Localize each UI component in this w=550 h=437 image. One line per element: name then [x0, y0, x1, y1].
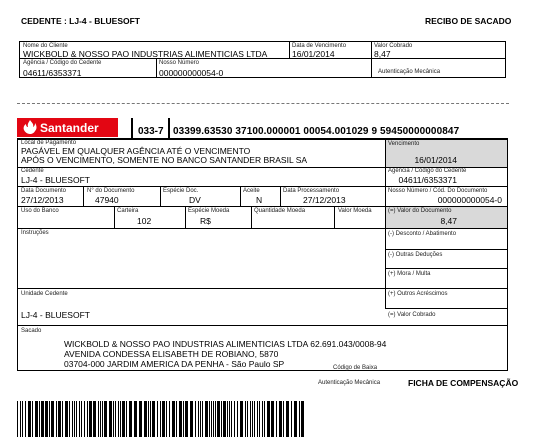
barcode-bar: [205, 401, 208, 437]
barcode-bar: [185, 401, 188, 437]
receipt-title: RECIBO DE SACADO: [425, 16, 512, 26]
barcode-bar: [109, 401, 112, 437]
barcode-bar: [257, 401, 258, 437]
barcode-bar: [35, 401, 38, 437]
barcode-bar: [98, 401, 99, 437]
wallet: 102: [137, 216, 152, 226]
late-fee-label: (+) Mora / Multa: [388, 271, 431, 277]
barcode-bar: [183, 401, 184, 437]
barcode-bar: [234, 401, 235, 437]
barcode-bar: [276, 401, 277, 437]
receipt-amount-label: Valor Cobrado: [374, 43, 413, 49]
barcode-bar: [286, 401, 289, 437]
barcode-bar: [190, 401, 193, 437]
barcode-bar: [102, 401, 103, 437]
document-type: DV: [189, 195, 201, 205]
receipt-due-date: 16/01/2014: [292, 49, 335, 59]
barcode-bar: [139, 401, 142, 437]
due-date: 16/01/2014: [414, 155, 457, 165]
barcode-bar: [259, 401, 260, 437]
acceptance-label: Aceite: [243, 188, 260, 194]
amount-charged-label: (=) Valor Cobrado: [388, 312, 436, 318]
payment-place-label: Local de Pagamento: [21, 140, 77, 146]
receipt-our-number: 000000000054-0: [159, 68, 224, 78]
receipt-agency-label: Agência / Código do Cedente: [23, 60, 102, 66]
barcode-bar: [217, 401, 220, 437]
receipt-due-date-label: Data de Vencimento: [292, 43, 347, 49]
barcode-bar: [74, 401, 75, 437]
receipt-amount: 8,47: [374, 49, 391, 59]
barcode-bar: [49, 401, 50, 437]
barcode-bar: [299, 401, 300, 437]
document-date: 27/12/2013: [21, 195, 64, 205]
barcode-bar: [254, 401, 255, 437]
barcode-bar: [195, 401, 196, 437]
our-number-label: Nosso Número / Cód. Do Documento: [388, 188, 488, 194]
barcode-bar: [58, 401, 61, 437]
discount-label: (-) Desconto / Abatimento: [388, 231, 457, 237]
barcode-bar: [62, 401, 63, 437]
write-off-code-label: Código de Baixa: [333, 365, 378, 371]
barcode-bar: [25, 401, 26, 437]
document-type-label: Espécie Doc.: [163, 188, 199, 194]
payer-line-1: WICKBOLD & NOSSO PAO INDUSTRIAS ALIMENTICIAS LTDA 62.691.043/0008-94: [64, 339, 387, 349]
barcode-bar: [28, 401, 31, 437]
assignor: LJ-4 - BLUESOFT: [21, 175, 90, 185]
barcode-bar: [113, 401, 114, 437]
barcode-bar: [87, 401, 88, 437]
payment-place-line-1: PAGÁVEL EM QUALQUER AGÊNCIA ATÉ O VENCIMENTO: [21, 146, 251, 156]
barcode-bar: [250, 401, 251, 437]
due-date-label: Vencimento: [388, 141, 420, 147]
barcode-bar: [179, 401, 182, 437]
barcode-bar: [157, 401, 158, 437]
barcode-bar: [65, 401, 68, 437]
instructions-label: Instruções: [21, 230, 49, 236]
barcode-bar: [45, 401, 48, 437]
document-date-label: Data Documento: [21, 188, 67, 194]
barcode-bar: [237, 401, 238, 437]
barcode-bar: [240, 401, 243, 437]
agency-label: Agência / Código do Cedente: [388, 168, 467, 174]
barcode-bar: [291, 401, 292, 437]
barcode-bar: [169, 401, 170, 437]
barcode-bar: [72, 401, 73, 437]
barcode-bar: [104, 401, 107, 437]
barcode-bar: [172, 401, 175, 437]
payment-place-line-2: APÓS O VENCIMENTO, SOMENTE NO BANCO SANTANDER BRASIL SA: [21, 155, 308, 165]
barcode-bar: [166, 401, 167, 437]
barcode-bar: [245, 401, 246, 437]
barcode-bar: [89, 401, 92, 437]
receipt-our-number-label: Nosso Número: [159, 60, 200, 66]
receipt-auth-label: Autenticação Mecânica: [378, 69, 441, 75]
barcode-bar: [129, 401, 132, 437]
barcode-bar: [213, 401, 214, 437]
barcode-bar: [227, 401, 228, 437]
barcode-bar: [69, 401, 70, 437]
barcode-bar: [283, 401, 284, 437]
barcode-bar: [294, 401, 297, 437]
barcode-bar: [20, 401, 21, 437]
bank-use-label: Uso do Banco: [21, 208, 59, 214]
barcode-bar: [79, 401, 80, 437]
agency: 04611/6353371: [398, 175, 457, 185]
barcode-bar: [150, 401, 151, 437]
barcode-bar: [122, 401, 125, 437]
barcode-bar: [211, 401, 212, 437]
document-number: 47940: [95, 195, 119, 205]
barcode-bar: [202, 401, 203, 437]
barcode-bar: [271, 401, 274, 437]
barcode-bar: [134, 401, 137, 437]
document-amount-label: (=) Valor do Documento: [388, 208, 452, 214]
receipt-cedente-header: CEDENTE : LJ-4 - BLUESOFT: [21, 16, 141, 26]
barcode-bar: [262, 401, 263, 437]
compensation-title: FICHA DE COMPENSAÇÃO: [408, 378, 519, 388]
other-deductions-label: (-) Outras Deduções: [388, 252, 443, 258]
barcode-bar: [215, 401, 216, 437]
currency-value-label: Valor Moeda: [338, 208, 372, 214]
flame-icon: [23, 120, 37, 135]
barcode-bar: [176, 401, 177, 437]
typeable-line: 03399.63530 37100.000001 00054.001029 9 59450000000847: [173, 126, 460, 137]
payer-label: Sacado: [21, 328, 42, 334]
currency-type: R$: [200, 216, 211, 226]
barcode-bar: [32, 401, 33, 437]
barcode-bar: [229, 401, 230, 437]
barcode-bar: [198, 401, 199, 437]
barcode-bar: [76, 401, 77, 437]
barcode-bar: [264, 401, 265, 437]
barcode-bar: [252, 401, 253, 437]
barcode-bar: [301, 401, 304, 437]
assignor-unit-label: Unidade Cedente: [21, 291, 68, 297]
processing-date: 27/12/2013: [303, 195, 346, 205]
barcode-bar: [93, 401, 96, 437]
barcode-bar: [209, 401, 210, 437]
wallet-label: Carteira: [117, 208, 139, 214]
barcode-bar: [22, 401, 23, 437]
cut-line: [17, 103, 509, 104]
barcode: [17, 401, 307, 437]
barcode-bar: [223, 401, 226, 437]
mechanical-auth-label: Autenticação Mecânica: [318, 380, 381, 386]
receipt-client-label: Nome do Cliente: [23, 43, 68, 49]
receipt-agency: 04611/6353371: [23, 68, 82, 78]
bank-logo: [17, 118, 118, 137]
payer-line-2: AVENIDA CONDESSA ELISABETH DE ROBIANO, 5870: [64, 349, 279, 359]
our-number: 000000000054-0: [437, 195, 502, 205]
barcode-bar: [17, 401, 18, 437]
currency-type-label: Espécie Moeda: [188, 208, 230, 214]
barcode-bar: [84, 401, 85, 437]
barcode-bar: [160, 401, 161, 437]
processing-date-label: Data Processamento: [283, 188, 340, 194]
barcode-bar: [39, 401, 40, 437]
barcode-bar: [279, 401, 282, 437]
barcode-bar: [152, 401, 155, 437]
bank-name: Santander: [40, 121, 99, 135]
barcode-bar: [100, 401, 101, 437]
bank-code: 033-7: [138, 126, 164, 137]
barcode-bar: [148, 401, 149, 437]
barcode-bar: [231, 401, 232, 437]
barcode-bar: [126, 401, 127, 437]
document-amount: 8,47: [440, 216, 457, 226]
barcode-bar: [51, 401, 54, 437]
assignor-label: Cedente: [21, 168, 44, 174]
barcode-bar: [115, 401, 116, 437]
barcode-bar: [247, 401, 248, 437]
payer-line-3: 03704-000 JARDIM AMERICA DA PENHA - São Paulo SP: [64, 359, 285, 369]
barcode-bar: [200, 401, 201, 437]
barcode-bar: [120, 401, 121, 437]
receipt-client-name: WICKBOLD & NOSSO PAO INDUSTRIAS ALIMENTICIAS LTDA: [23, 49, 268, 59]
acceptance: N: [256, 195, 263, 205]
barcode-bar: [118, 401, 119, 437]
currency-quantity-label: Quantidade Moeda: [254, 208, 306, 214]
other-additions-label: (+) Outros Acréscimos: [388, 291, 448, 297]
barcode-bar: [162, 401, 165, 437]
document-number-label: N° do Documento: [87, 188, 135, 194]
barcode-bar: [41, 401, 44, 437]
assignor-unit: LJ-4 - BLUESOFT: [21, 310, 90, 320]
barcode-bar: [267, 401, 270, 437]
barcode-bar: [144, 401, 147, 437]
barcode-bar: [81, 401, 82, 437]
barcode-bar: [56, 401, 57, 437]
barcode-bar: [221, 401, 222, 437]
